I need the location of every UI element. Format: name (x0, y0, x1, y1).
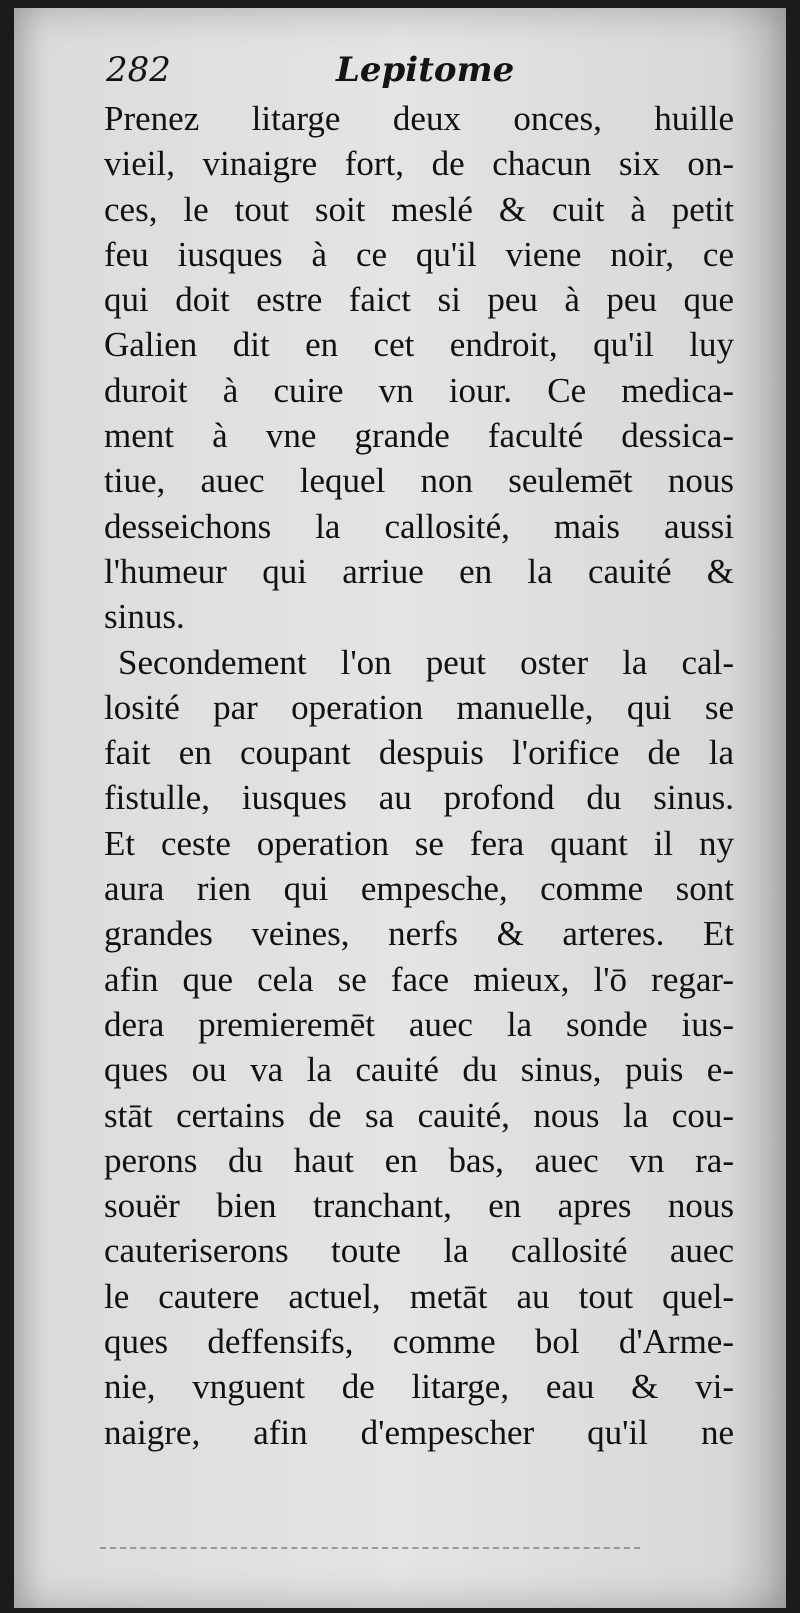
page-header (106, 50, 706, 98)
text-line: ques deffensifs, comme bol d'Arme- (104, 1322, 734, 1362)
text-line: ques ou va la cauité du sinus, puis e- (104, 1050, 734, 1090)
text-line: ces, le tout soit meslé & cuit à petit (104, 189, 734, 229)
text-line: nie, vnguent de litarge, eau & vi- (104, 1367, 734, 1407)
page-number: 282 (106, 50, 171, 90)
text-line: feu iusques à ce qu'il viene noir, ce (104, 234, 734, 274)
text-line: ment à vne grande faculté dessica- (104, 416, 734, 456)
text-line: desseichons la callosité, mais aussi (104, 506, 734, 546)
paragraph-2 (104, 640, 734, 1455)
text-line: l'humeur qui arriue en la cauité & (104, 551, 734, 591)
text-line: vieil, vinaigre fort, de chacun six on- (104, 144, 734, 184)
text-line: fait en coupant despuis l'orifice de la (104, 733, 734, 773)
text-line: afin que cela se face mieux, l'ō regar- (104, 959, 734, 999)
text-line: sinus. (104, 597, 185, 637)
text-line: perons du haut en bas, auec vn ra- (104, 1140, 734, 1180)
text-line: cauteriserons toute la callosité auec (104, 1231, 734, 1271)
text-line: tiue, auec lequel non seulemēt nous (104, 461, 734, 501)
text-line: le cautere actuel, metāt au tout quel- (104, 1276, 734, 1316)
text-line: qui doit estre faict si peu à peu que (104, 280, 734, 320)
text-line: fistulle, iusques au profond du sinus. (104, 778, 734, 818)
text-line: aura rien qui empesche, comme sont (104, 869, 734, 909)
text-line: stāt certains de sa cauité, nous la cou- (104, 1095, 734, 1135)
text-line: losité par operation manuelle, qui se (104, 687, 734, 727)
paragraph-1 (104, 96, 734, 640)
text-line: Galien dit en cet endroit, qu'il luy (104, 325, 734, 365)
text-line: dera premieremēt auec la sonde ius- (104, 1004, 734, 1044)
text-line: souër bien tranchant, en apres nous (104, 1186, 734, 1226)
text-line: Et ceste operation se fera quant il ny (104, 823, 734, 863)
text-line: duroit à cuire vn iour. Ce medica- (104, 370, 734, 410)
text-line: naigre, afin d'empescher qu'il ne (104, 1412, 734, 1452)
running-head: Lepitome (336, 50, 515, 90)
text-line: Secondement l'on peut oster la cal- (118, 642, 734, 682)
text-line: Prenez litarge deux onces, huille (104, 99, 734, 138)
text-line: grandes veines, nerfs & arteres. Et (104, 914, 734, 954)
bottom-margin-marks (100, 1547, 640, 1549)
body-text (104, 96, 734, 1455)
